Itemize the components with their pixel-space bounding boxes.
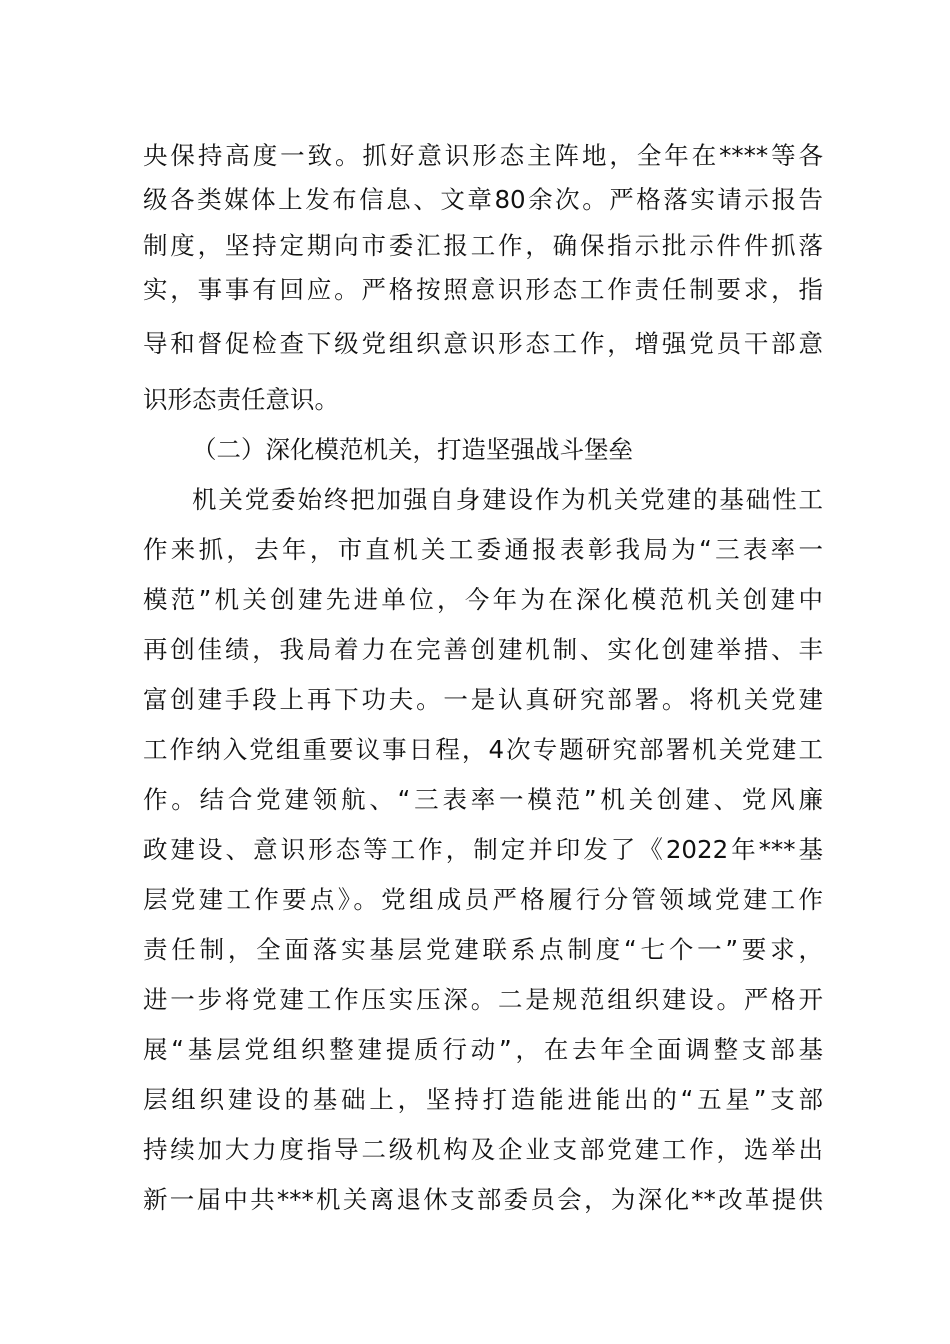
text-line: 富创建手段上再下功夫。一是认真研究部署。将机关党建 — [143, 685, 823, 714]
text-line: 政建设、意识形态等工作，制定并印发了《2022年***基 — [143, 835, 823, 864]
text-line: 工作纳入党组重要议事日程，4次专题研究部署机关党建工 — [143, 735, 823, 764]
paragraph-first-line: 机关党委始终把加强自身建设作为机关党建的基础性工 — [192, 485, 823, 514]
text-line: 再创佳绩，我局着力在完善创建机制、实化创建举措、丰 — [143, 635, 823, 664]
section-heading: （二）深化模范机关，打造坚强战斗堡垒 — [192, 435, 633, 464]
text-line: 层党建工作要点》。党组成员严格履行分管领域党建工作 — [143, 885, 823, 914]
text-line: 模范”机关创建先进单位，今年为在深化模范机关创建中 — [143, 585, 823, 614]
text-line: 央保持高度一致。抓好意识形态主阵地，全年在****等各 — [143, 141, 823, 170]
text-line: 识形态责任意识。 — [143, 385, 339, 414]
text-line: 制度，坚持定期向市委汇报工作，确保指示批示件件抓落 — [143, 231, 823, 260]
text-line: 进一步将党建工作压实压深。二是规范组织建设。严格开 — [143, 985, 823, 1014]
text-line: 作来抓，去年，市直机关工委通报表彰我局为“三表率一 — [143, 535, 823, 564]
text-line: 展“基层党组织整建提质行动”，在去年全面调整支部基 — [143, 1035, 823, 1064]
text-line: 新一届中共***机关离退休支部委员会，为深化**改革提供 — [143, 1185, 823, 1214]
text-line: 级各类媒体上发布信息、文章80余次。严格落实请示报告 — [143, 185, 823, 214]
text-line: 导和督促检查下级党组织意识形态工作，增强党员干部意 — [143, 329, 823, 358]
text-line: 层组织建设的基础上，坚持打造能进能出的“五星”支部 — [143, 1085, 823, 1114]
text-line: 持续加大力度指导二级机构及企业支部党建工作，选举出 — [143, 1135, 823, 1164]
text-line: 作。结合党建领航、“三表率一模范”机关创建、党风廉 — [143, 785, 823, 814]
text-line: 实，事事有回应。严格按照意识形态工作责任制要求，指 — [143, 275, 823, 304]
text-line: 责任制，全面落实基层党建联系点制度“七个一”要求， — [143, 935, 823, 964]
